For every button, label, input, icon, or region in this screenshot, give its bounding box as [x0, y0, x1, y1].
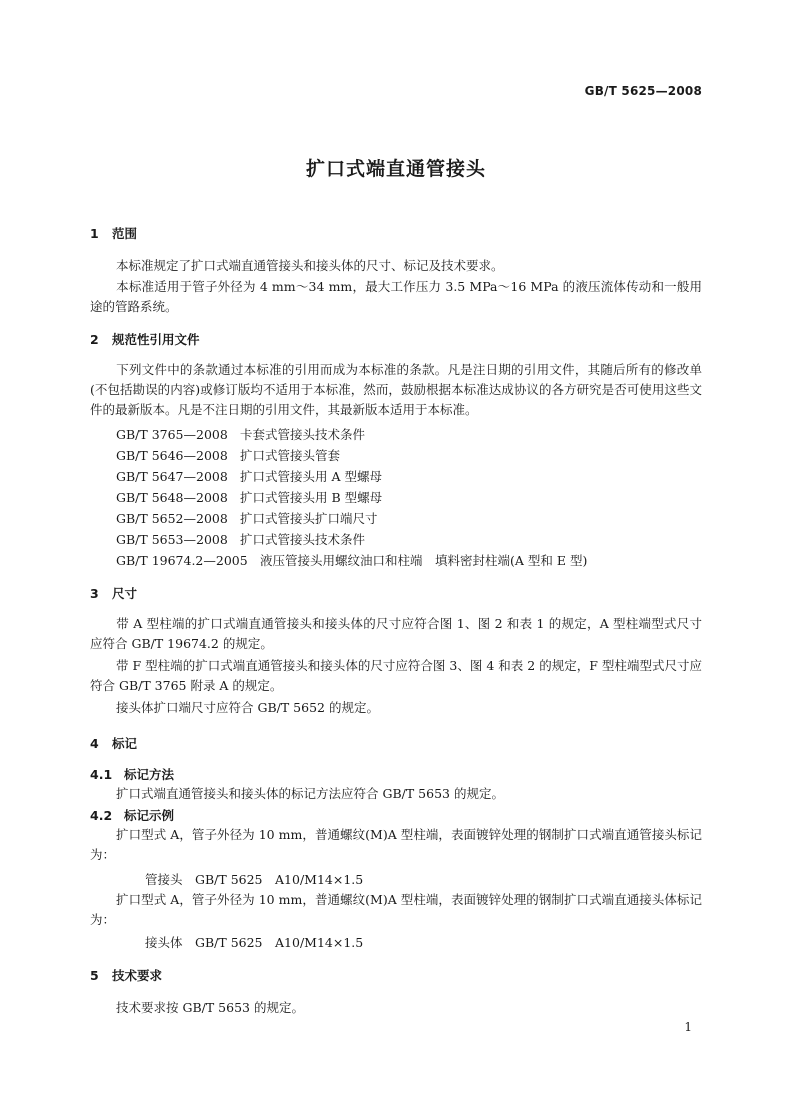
paragraph: [90, 784, 702, 804]
reference-title: 扩口式管接头技术条件: [240, 532, 366, 547]
section-1-heading: [90, 224, 137, 242]
reference-title: 扩口式管接头用 B 型螺母: [240, 490, 383, 505]
reference-item: [116, 551, 587, 571]
paragraph-text: 下列文件中的条款通过本标准的引用而成为本标准的条款。凡是注日期的引用文件，其随后所有的修改单(不包括勘误的内容)或修订版均不适用于本标准，然而，鼓励根据本标准达成协议的各方研究是否可使用这些文件的最新版本。凡是不注日期的引用文件，其最新版本适用于本标准。: [90, 362, 702, 417]
section-number: 4: [90, 736, 99, 751]
paragraph: [90, 698, 702, 718]
paragraph-text: 本标准规定了扩口式端直通管接头和接头体的尺寸、标记及技术要求。: [116, 258, 504, 273]
marking-example: 接头体 GB/T 5625 A10/M14×1.5: [145, 935, 364, 950]
section-title: 范围: [112, 226, 138, 241]
reference-item: [116, 425, 365, 445]
section-number: 2: [90, 332, 99, 347]
paragraph: [90, 825, 702, 865]
reference-item: [116, 446, 340, 466]
paragraph: [90, 614, 702, 654]
document-title: 扩口式端直通管接头: [305, 158, 486, 180]
section-5-heading: [90, 966, 162, 984]
section-2-heading: [90, 330, 200, 348]
section-title: 尺寸: [112, 586, 138, 601]
reference-code: GB/T 3765—2008: [116, 427, 228, 442]
reference-code: GB/T 5652—2008: [116, 511, 228, 526]
reference-code: GB/T 5653—2008: [116, 532, 228, 547]
subsection-number: 4.1: [90, 767, 113, 782]
paragraph: [90, 890, 702, 930]
reference-item: [116, 467, 382, 487]
section-number: 3: [90, 586, 99, 601]
section-title: 规范性引用文件: [112, 332, 200, 347]
reference-title: 扩口式管接头用 A 型螺母: [240, 469, 382, 484]
reference-item: [116, 509, 378, 529]
paragraph-text: 技术要求按 GB/T 5653 的规定。: [116, 1000, 304, 1015]
subsection-number: 4.2: [90, 808, 113, 823]
subsection-4-1-heading: [90, 765, 174, 783]
paragraph: [90, 360, 702, 420]
paragraph-text: 扩口式端直通管接头和接头体的标记方法应符合 GB/T 5653 的规定。: [116, 786, 504, 801]
reference-title: 液压管接头用螺纹油口和柱端 填料密封柱端(A 型和 E 型): [260, 553, 588, 568]
reference-title: 扩口式管接头管套: [240, 448, 341, 463]
section-title: 技术要求: [112, 968, 163, 983]
paragraph-text: 带 A 型柱端的扩口式端直通管接头和接头体的尺寸应符合图 1、图 2 和表 1 的规定，A 型柱端型式尺寸应符合 GB/T 19674.2 的规定。: [90, 616, 702, 651]
paragraph-text: 带 F 型柱端的扩口式端直通管接头和接头体的尺寸应符合图 3、图 4 和表 2 的规定，F 型柱端型式尺寸应符合 GB/T 3765 附录 A 的规定。: [90, 658, 702, 693]
subsection-title: 标记示例: [124, 808, 175, 823]
paragraph: [90, 277, 702, 317]
reference-code: GB/T 5646—2008: [116, 448, 228, 463]
page-number: 1: [684, 1020, 692, 1034]
paragraph-text: 扩口型式 A，管子外径为 10 mm，普通螺纹(M)A 型柱端，表面镀锌处理的钢制扩口式端直通接头体标记为：: [90, 892, 702, 927]
paragraph-text: 扩口型式 A，管子外径为 10 mm，普通螺纹(M)A 型柱端，表面镀锌处理的钢制扩口式端直通管接头标记为：: [90, 827, 702, 862]
reference-code: GB/T 19674.2—2005: [116, 553, 248, 568]
paragraph-text: 接头体扩口端尺寸应符合 GB/T 5652 的规定。: [116, 700, 379, 715]
section-4-heading: [90, 734, 137, 752]
marking-example: 管接头 GB/T 5625 A10/M14×1.5: [145, 872, 364, 887]
reference-title: 扩口式管接头扩口端尺寸: [240, 511, 378, 526]
paragraph-text: 本标准适用于管子外径为 4 mm～34 mm，最大工作压力 3.5 MPa～16 MPa 的液压流体传动和一般用途的管路系统。: [90, 279, 702, 314]
paragraph: [90, 656, 702, 696]
subsection-4-2-heading: [90, 806, 174, 824]
reference-code: GB/T 5648—2008: [116, 490, 228, 505]
section-number: 5: [90, 968, 99, 983]
section-title: 标记: [112, 736, 138, 751]
reference-code: GB/T 5647—2008: [116, 469, 228, 484]
reference-item: [116, 530, 365, 550]
standard-code: GB/T 5625—2008: [584, 84, 702, 98]
subsection-title: 标记方法: [124, 767, 175, 782]
section-number: 1: [90, 226, 99, 241]
paragraph: [90, 256, 702, 276]
paragraph: [90, 998, 702, 1018]
section-3-heading: [90, 584, 137, 602]
reference-title: 卡套式管接头技术条件: [240, 427, 366, 442]
reference-item: [116, 488, 382, 508]
